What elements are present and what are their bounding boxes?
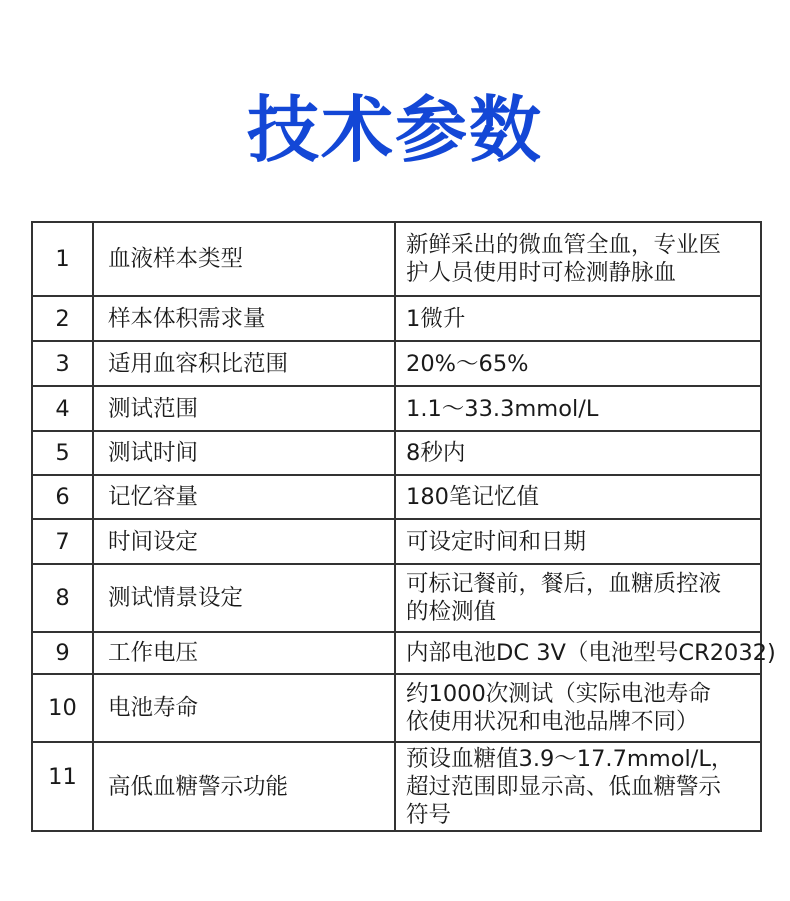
table-row <box>32 742 761 831</box>
param-value-line: 超过范围即显示高、低血糖警示 <box>406 773 722 800</box>
row-number: 1 <box>32 222 93 296</box>
row-number: 4 <box>32 386 93 431</box>
page-title: 技术参数 <box>246 88 543 172</box>
row-number: 2 <box>32 296 93 341</box>
table-row <box>32 519 761 564</box>
param-name: 测试情景设定 <box>93 564 395 632</box>
param-name: 时间设定 <box>93 519 395 564</box>
param-value-line: 约1000次测试（实际电池寿命 <box>406 681 711 707</box>
param-value-line: 180笔记忆值 <box>406 484 539 510</box>
spec-table-body <box>32 222 776 831</box>
table-row <box>32 674 761 742</box>
param-name: 血液样本类型 <box>93 222 395 296</box>
param-value-line: 内部电池DC 3V（电池型号CR2032) <box>406 640 776 666</box>
param-value <box>395 475 761 519</box>
param-value-line: 依使用状况和电池品牌不同） <box>406 709 699 735</box>
table-row <box>32 431 761 475</box>
param-value-line: 8秒内 <box>406 440 466 466</box>
param-name: 记忆容量 <box>93 475 395 519</box>
spec-table <box>31 221 776 832</box>
param-value-line: 可标记餐前，餐后，血糖质控液 <box>406 571 722 597</box>
param-value-line: 1.1～33.3mmol/L <box>406 395 599 422</box>
row-number: 9 <box>32 632 93 674</box>
param-value <box>395 632 776 674</box>
table-row <box>32 222 761 296</box>
param-value <box>395 674 761 742</box>
param-value <box>395 386 761 431</box>
row-number: 6 <box>32 475 93 519</box>
row-number: 5 <box>32 431 93 475</box>
row-number: 7 <box>32 519 93 564</box>
table-row <box>32 632 761 674</box>
row-number: 11 <box>32 742 93 831</box>
table-row <box>32 475 761 519</box>
table-row <box>32 341 761 386</box>
param-value-line: 符号 <box>406 801 452 828</box>
param-value <box>395 296 761 341</box>
param-value <box>395 341 761 386</box>
param-value-line: 的检测值 <box>406 599 497 625</box>
table-row <box>32 564 761 632</box>
param-name: 电池寿命 <box>93 674 395 742</box>
table-row <box>32 386 761 431</box>
param-value <box>395 742 761 831</box>
param-value-line: 预设血糖值3.9～17.7mmol/L， <box>406 745 734 772</box>
param-value-line: 可设定时间和日期 <box>406 528 587 555</box>
param-value-line: 1微升 <box>406 305 466 332</box>
param-name: 适用血容积比范围 <box>93 341 395 386</box>
row-number: 8 <box>32 564 93 632</box>
param-name: 测试范围 <box>93 386 395 431</box>
param-value <box>395 519 761 564</box>
table-row <box>32 296 761 341</box>
param-value <box>395 222 761 296</box>
row-number: 3 <box>32 341 93 386</box>
param-value-line: 20%～65% <box>406 350 529 377</box>
param-value <box>395 431 761 475</box>
param-name: 样本体积需求量 <box>93 296 395 341</box>
row-number: 10 <box>32 674 93 742</box>
param-value <box>395 564 761 632</box>
param-value-line: 新鲜采出的微血管全血，专业医 <box>406 232 722 258</box>
param-name: 高低血糖警示功能 <box>93 742 395 831</box>
param-value-line: 护人员使用时可检测静脉血 <box>406 260 677 286</box>
param-name: 测试时间 <box>93 431 395 475</box>
param-name: 工作电压 <box>93 632 395 674</box>
